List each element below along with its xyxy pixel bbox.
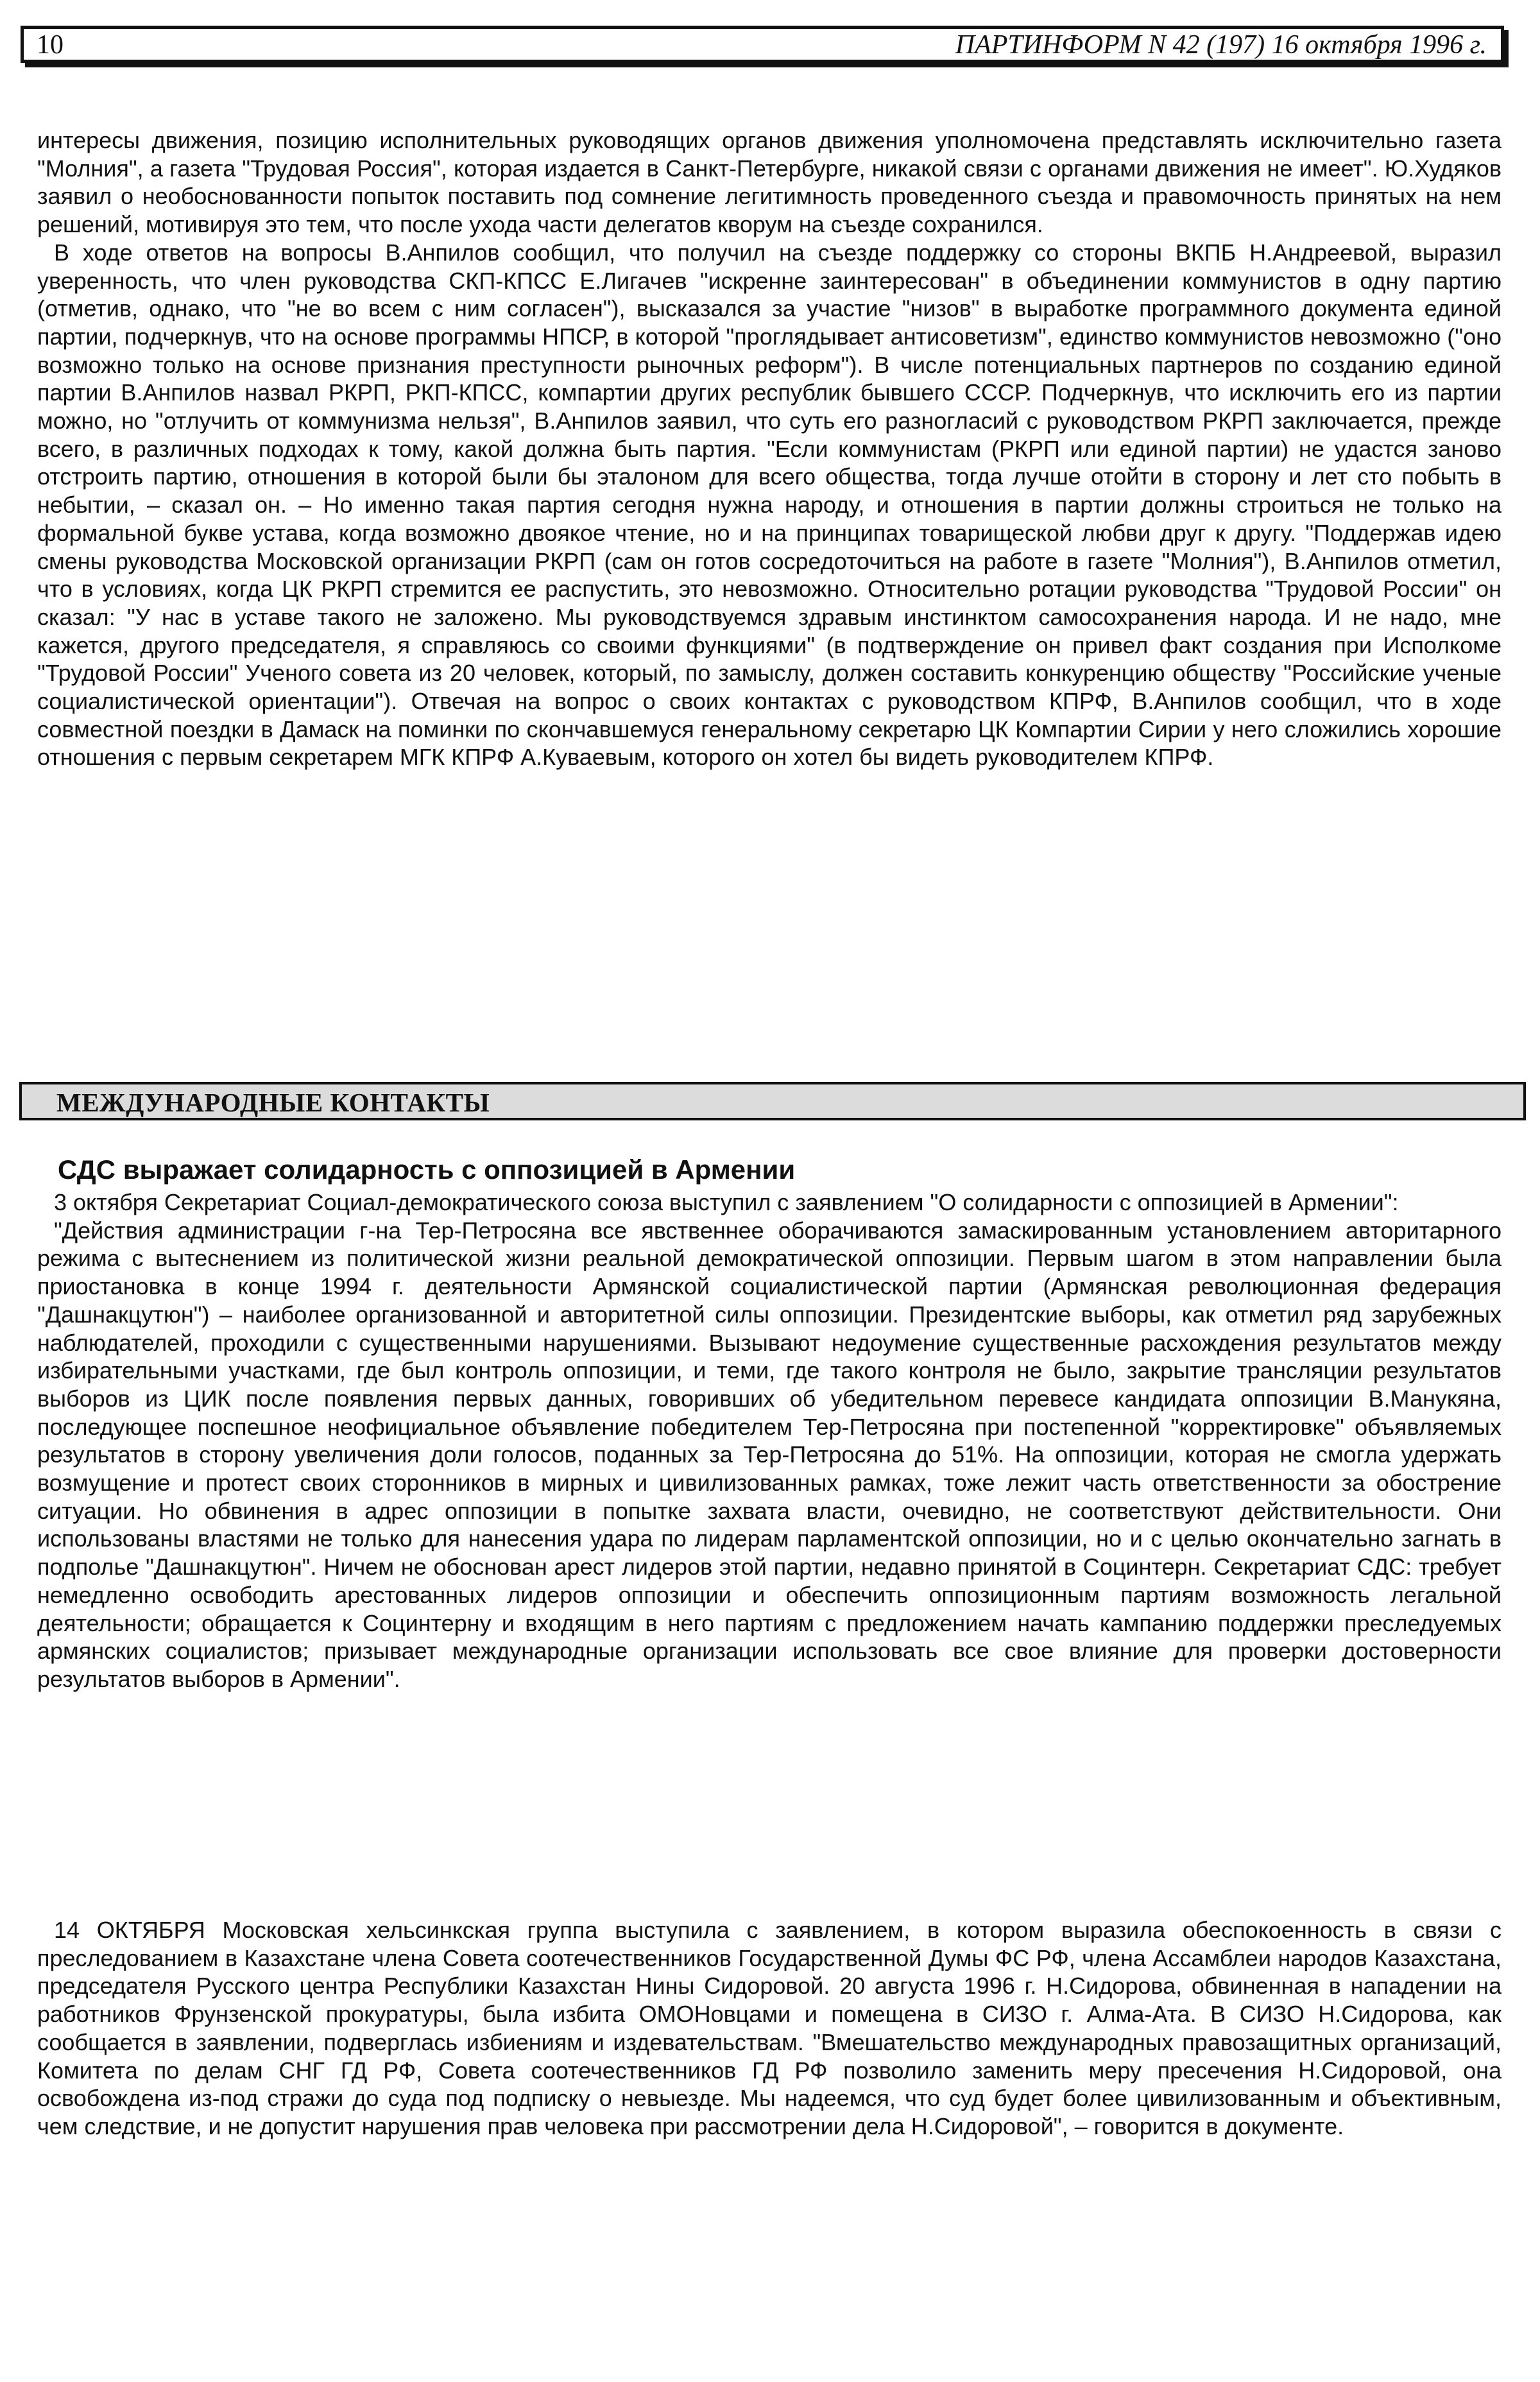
page-number: 10 <box>37 30 64 60</box>
news-item <box>37 1916 1502 2141</box>
intro-text <box>37 126 1502 771</box>
paragraph: 3 октября Секретариат Социал-демократического союза выступил с заявлением "О солидарности с оппозицией в Армении": <box>54 1189 1399 1215</box>
paragraph: интересы движения, позицию исполнительных руководящих органов движения уполномочена представлять исключительно газета "Молния", а газета "Трудовая Россия", которая издается в Санкт-Петербурге, никакой связи с органами движения не имеет". Ю.Худяков заявил о необоснованности попыток поставить под сомнение легитимность проведенного съезда и правомочность принятых на нем решений, мотивируя это тем, что после ухода части делегатов кворум на съезде сохранился. <box>37 127 1502 238</box>
article-body <box>37 1188 1502 1693</box>
section-title: МЕЖДУНАРОДНЫЕ КОНТАКТЫ <box>56 1088 490 1117</box>
article-title: СДС выражает солидарность с оппозицией в Армении <box>58 1154 796 1185</box>
page-header <box>21 26 1504 63</box>
section-header <box>19 1082 1526 1120</box>
paragraph: 14 ОКТЯБРЯ Московская хельсинкская группа выступила с заявлением, в котором выразила обеспокоенность в связи с преследованием в Казахстане члена Совета соотечественников Государственной Думы ФС РФ, члена Ассамблеи народов Казахстана, председателя Русского центра Республики Казахстан Нины Сидоровой. 20 августа 1996 г. Н.Сидорова, обвиненная в нападении на работников Фрунзенской прокуратуры, была избита ОМОНовцами и помещена в СИЗО г. Алма-Ата. В СИЗО Н.Сидорова, как сообщается в заявлении, подверглась избиениям и издевательствам. "Вмешательство международных правозащитных организаций, Комитета по делам СНГ ГД РФ, Совета соотечественников ГД РФ позволило заменить меру пресечения Н.Сидоровой, она освобождена из-под стражи до суда под подписку о невыезде. Мы надеемся, что суд будет более цивилизованным и объективным, чем следствие, и не допустит нарушения прав человека при рассмотрении дела Н.Сидоровой", – говорится в документе. <box>37 1917 1502 2139</box>
paragraph: "Действия администрации г-на Тер-Петросяна все явственнее оборачиваются замаскированным установлением авторитарного режима с вытеснением из политической жизни реальной демократической оппозиции. Первым шагом в этом направлении была приостановка в конце 1994 г. деятельности Армянской социалистической партии (Армянская революционная федерация "Дашнакцутюн") – наиболее организованной и авторитетной силы оппозиции. Президентские выборы, как отметил ряд зарубежных наблюдателей, проходили с существенными нарушениями. Вызывают недоумение существенные расхождения результатов между избирательными участками, где был контроль оппозиции, и теми, где такого контроля не было, закрытие трансляции результатов выборов из ЦИК после появления первых данных, говоривших об убедительном перевесе кандидата оппозиции В.Манукяна, последующее поспешное неофициальное объявление победителем Тер-Петросяна при постепенной "корректировке" объявляемых результатов в сторону увеличения доли голосов, поданных за Тер-Петросяна до 51%. На оппозиции, которая не смогла удержать возмущение и протест своих сторонников в мирных и цивилизованных рамках, тоже лежит часть ответственности за обострение ситуации. Но обвинения в адрес оппозиции в попытке захвата власти, очевидно, не соответствуют действительности. Они использованы властями не только для нанесения удара по лидерам парламентской оппозиции, но и с целью окончательно загнать в подполье "Дашнакцутюн". Ничем не обоснован арест лидеров этой партии, недавно принятой в Социнтерн. Секретариат СДС: требует немедленно освободить арестованных лидеров оппозиции и обеспечить оппозиционным партиям возможность легальной деятельности; обращается к Социнтерну и входящим в него партиям с предложением начать кампанию поддержки преследуемых армянских социалистов; призывает международные организации использовать все свое влияние для проверки достоверности результатов выборов в Армении". <box>37 1217 1502 1692</box>
paragraph: В ходе ответов на вопросы В.Анпилов сообщил, что получил на съезде поддержку со стороны ВКПБ Н.Андреевой, выразил уверенность, что член руководства СКП-КПСС Е.Лигачев "искренне заинтересован" в объединении коммунистов в одну партию (отметив, однако, что "не во всем с ним согласен"), высказался за участие "низов" в выработке программного документа единой партии, подчеркнув, что на основе программы НПСР, в которой "проглядывает антисоветизм", единство коммунистов невозможно ("оно возможно только на основе признания преступности рыночных реформ"). В числе потенциальных партнеров по созданию единой партии В.Анпилов назвал РКРП, РКП-КПСС, компартии других республик бывшего СССР. Подчеркнув, что исключить его из партии можно, но "отлучить от коммунизма нельзя", В.Анпилов заявил, что суть его разногласий с руководством РКРП заключается, прежде всего, в различных подходах к тому, какой должна быть партия. "Если коммунистам (РКРП или единой партии) не удастся заново отстроить партию, отношения в которой были бы эталоном для всего общества, тогда лучше отойти в сторону и лет сто побыть в небытии, – сказал он. – Но именно такая партия сегодня нужна народу, и отношения в партии должны строиться не только на формальной букве устава, когда возможно двоякое чтение, но и на принципах товарищеской любви друг к другу. "Поддержав идею смены руководства Московской организации РКРП (сам он готов сосредоточиться на работе в газете "Молния"), В.Анпилов отметил, что в условиях, когда ЦК РКРП стремится ее распустить, это невозможно. Относительно ротации руководства "Трудовой России" он сказал: "У нас в уставе такого не заложено. Мы руководствуемся здравым инстинктом самосохранения народа. И не надо, мне кажется, другого председателя, я справляюсь со своими функциями" (в подтверждение он привел факт создания при Исполкоме "Трудовой России" Ученого совета из 20 человек, который, по замыслу, должен составить конкуренцию обществу "Российские ученые социалистической ориентации"). Отвечая на вопрос о своих контактах с руководством КПРФ, В.Анпилов сообщил, что в ходе совместной поездки в Дамаск на поминки по скончавшемуся генеральному секретарю ЦК Компартии Сирии у него сложились хорошие отношения с первым секретарем МГК КПРФ А.Куваевым, которого он хотел бы видеть руководителем КПРФ. <box>37 239 1502 771</box>
publication-title: ПАРТИНФОРМ N 42 (197) 16 октября 1996 г. <box>955 30 1487 60</box>
